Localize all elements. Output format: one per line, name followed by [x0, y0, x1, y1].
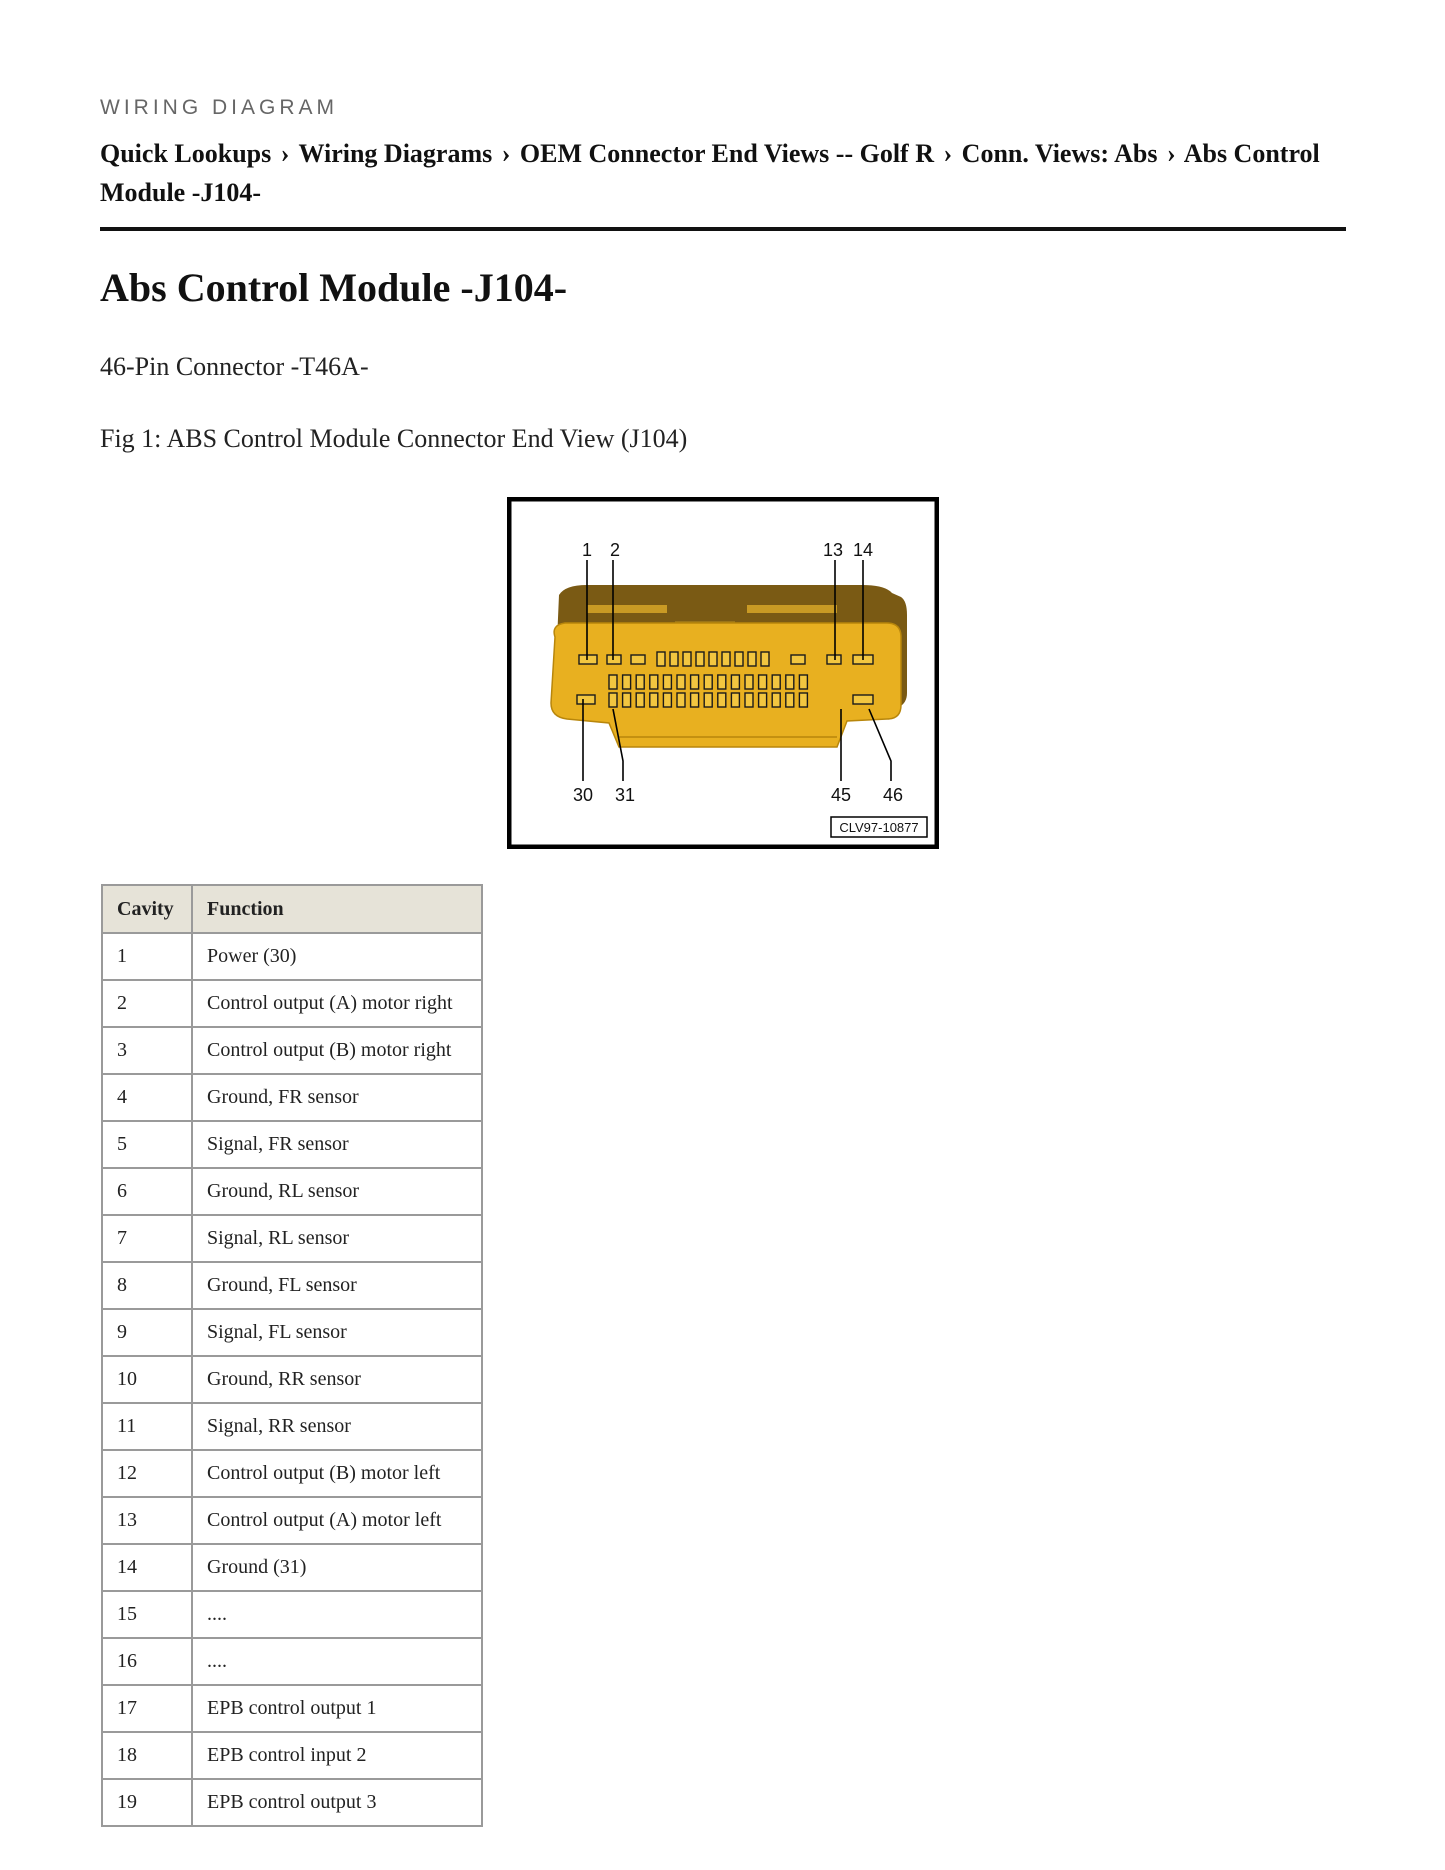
pin-cavity: [683, 652, 691, 666]
cavity-cell: 18: [102, 1732, 192, 1779]
breadcrumb-conn-views-abs[interactable]: Conn. Views: Abs: [961, 139, 1158, 168]
table-row: [102, 1027, 482, 1074]
pin-cavity: [748, 652, 756, 666]
pin-cavity: [636, 693, 644, 707]
pin-cavity: [677, 693, 685, 707]
breadcrumb-separator: ›: [943, 139, 953, 168]
pin-cavity: [731, 675, 739, 689]
pin-cavity: [609, 675, 617, 689]
pin-cavity: [636, 675, 644, 689]
cavity-cell: 8: [102, 1262, 192, 1309]
function-cell: Control output (B) motor right: [192, 1027, 482, 1074]
cavity-cell: 16: [102, 1638, 192, 1685]
page-title: Abs Control Module -J104-: [100, 265, 568, 310]
pin-cavity: [731, 693, 739, 707]
pin-cavity: [657, 652, 665, 666]
pin-cavity: [772, 693, 780, 707]
pin-cavity: [745, 675, 753, 689]
function-cell: EPB control input 2: [192, 1732, 482, 1779]
pin-cavity: [759, 693, 767, 707]
pin-cavity: [799, 693, 807, 707]
cavity-cell: 4: [102, 1074, 192, 1121]
pin-cavity: [704, 693, 712, 707]
pin-label-45: 45: [830, 785, 852, 805]
pin-cavity-30: [577, 695, 595, 704]
table-row: [102, 1168, 482, 1215]
function-cell: Ground, FR sensor: [192, 1074, 482, 1121]
pin-cavity: [772, 675, 780, 689]
table-row: [102, 1779, 482, 1826]
table-row: [102, 1544, 482, 1591]
pin-cavity: [663, 675, 671, 689]
function-cell: Power (30): [192, 933, 482, 980]
pin-cavity: [631, 655, 645, 664]
pin-cavity: [650, 693, 658, 707]
shell-ridge: [587, 605, 667, 613]
function-cell: EPB control output 3: [192, 1779, 482, 1826]
pin-cavity: [745, 693, 753, 707]
pin-cavity: [704, 675, 712, 689]
table-row: [102, 1074, 482, 1121]
breadcrumb-wiring-diagrams[interactable]: Wiring Diagrams: [298, 139, 493, 168]
pin-cavity: [761, 652, 769, 666]
pin-cavity: [663, 693, 671, 707]
table-row: [102, 1356, 482, 1403]
pin-cavity: [786, 693, 794, 707]
pin-cavity: [791, 655, 805, 664]
cavity-cell: 11: [102, 1403, 192, 1450]
table-row: [102, 1497, 482, 1544]
pin-cavity: [759, 675, 767, 689]
pin-cavity: [735, 652, 743, 666]
pin-cavity: [623, 675, 631, 689]
column-header-function: Function: [192, 885, 482, 933]
column-header-cavity: Cavity: [102, 885, 192, 933]
table-body: [102, 933, 482, 1826]
pin-function-table: [101, 884, 483, 1827]
pin-label-13: 13: [822, 540, 844, 560]
pin-cavity: [786, 675, 794, 689]
image-code: CLV97-10877: [839, 820, 919, 835]
cavity-cell: 14: [102, 1544, 192, 1591]
pin-cavity: [718, 693, 726, 707]
function-cell: Ground, RL sensor: [192, 1168, 482, 1215]
pin-cavity: [609, 693, 617, 707]
table-row: [102, 1685, 482, 1732]
table-row: [102, 933, 482, 980]
cavity-cell: 7: [102, 1215, 192, 1262]
connector-subtitle: 46-Pin Connector -T46A-: [100, 352, 369, 381]
table-row: [102, 1121, 482, 1168]
pin-cavity: [650, 675, 658, 689]
pin-label-2: 2: [609, 540, 621, 560]
pin-cavity: [718, 675, 726, 689]
cavity-cell: 2: [102, 980, 192, 1027]
function-cell: Signal, RL sensor: [192, 1215, 482, 1262]
breadcrumb-separator: ›: [280, 139, 290, 168]
shell-ridge: [747, 605, 837, 613]
pin-label-1: 1: [581, 540, 593, 560]
function-cell: Signal, RR sensor: [192, 1403, 482, 1450]
function-cell: Control output (B) motor left: [192, 1450, 482, 1497]
cavity-cell: 3: [102, 1027, 192, 1074]
pin-cavity-2: [607, 655, 621, 664]
breadcrumb-separator: ›: [501, 139, 511, 168]
table-row: [102, 1591, 482, 1638]
connector-diagram: [507, 497, 939, 849]
table-row: [102, 1732, 482, 1779]
function-cell: Ground, RR sensor: [192, 1356, 482, 1403]
table-row: [102, 1309, 482, 1356]
table-row: [102, 1450, 482, 1497]
pin-cavity: [696, 652, 704, 666]
table-row: [102, 980, 482, 1027]
pin-cavity: [722, 652, 730, 666]
function-cell: Ground, FL sensor: [192, 1262, 482, 1309]
pin-label-30: 30: [572, 785, 594, 805]
function-cell: Signal, FL sensor: [192, 1309, 482, 1356]
cavity-cell: 12: [102, 1450, 192, 1497]
breadcrumb: [100, 134, 1346, 212]
pin-label-14: 14: [852, 540, 874, 560]
figure-caption: Fig 1: ABS Control Module Connector End View (J104): [100, 424, 688, 453]
pin-label-46: 46: [882, 785, 904, 805]
function-cell: ....: [192, 1591, 482, 1638]
pin-label-31: 31: [614, 785, 636, 805]
function-cell: EPB control output 1: [192, 1685, 482, 1732]
function-cell: Ground (31): [192, 1544, 482, 1591]
breadcrumb-current-page[interactable]: Abs Control Module -J104-: [100, 139, 1320, 207]
table-row: [102, 1403, 482, 1450]
table-row: [102, 1215, 482, 1262]
cavity-cell: 6: [102, 1168, 192, 1215]
pin-cavity-13: [827, 655, 841, 664]
cavity-cell: 15: [102, 1591, 192, 1638]
function-cell: Control output (A) motor right: [192, 980, 482, 1027]
cavity-cell: 5: [102, 1121, 192, 1168]
cavity-cell: 1: [102, 933, 192, 980]
cavity-cell: 9: [102, 1309, 192, 1356]
cavity-cell: 10: [102, 1356, 192, 1403]
breadcrumb-oem-connector-end-views[interactable]: OEM Connector End Views -- Golf R: [519, 139, 934, 168]
cavity-cell: 17: [102, 1685, 192, 1732]
table-row: [102, 1262, 482, 1309]
section-label: WIRING DIAGRAM: [100, 96, 338, 119]
pin-cavity-46: [853, 695, 873, 704]
pin-cavity: [691, 675, 699, 689]
pin-cavity: [799, 675, 807, 689]
pin-cavity: [623, 693, 631, 707]
pin-cavity: [670, 652, 678, 666]
function-cell: ....: [192, 1638, 482, 1685]
pin-cavity: [709, 652, 717, 666]
breadcrumb-separator: ›: [1166, 139, 1176, 168]
header-divider: [100, 227, 1346, 231]
table-header-row: [102, 885, 482, 933]
cavity-cell: 13: [102, 1497, 192, 1544]
pin-cavity-1: [579, 655, 597, 664]
table-row: [102, 1638, 482, 1685]
pin-cavity: [691, 693, 699, 707]
pin-cavity: [677, 675, 685, 689]
breadcrumb-quick-lookups[interactable]: Quick Lookups: [100, 139, 272, 168]
cavity-cell: 19: [102, 1779, 192, 1826]
function-cell: Signal, FR sensor: [192, 1121, 482, 1168]
middle-pin-row: [609, 675, 807, 689]
connector-end-view-figure: [507, 497, 939, 849]
function-cell: Control output (A) motor left: [192, 1497, 482, 1544]
